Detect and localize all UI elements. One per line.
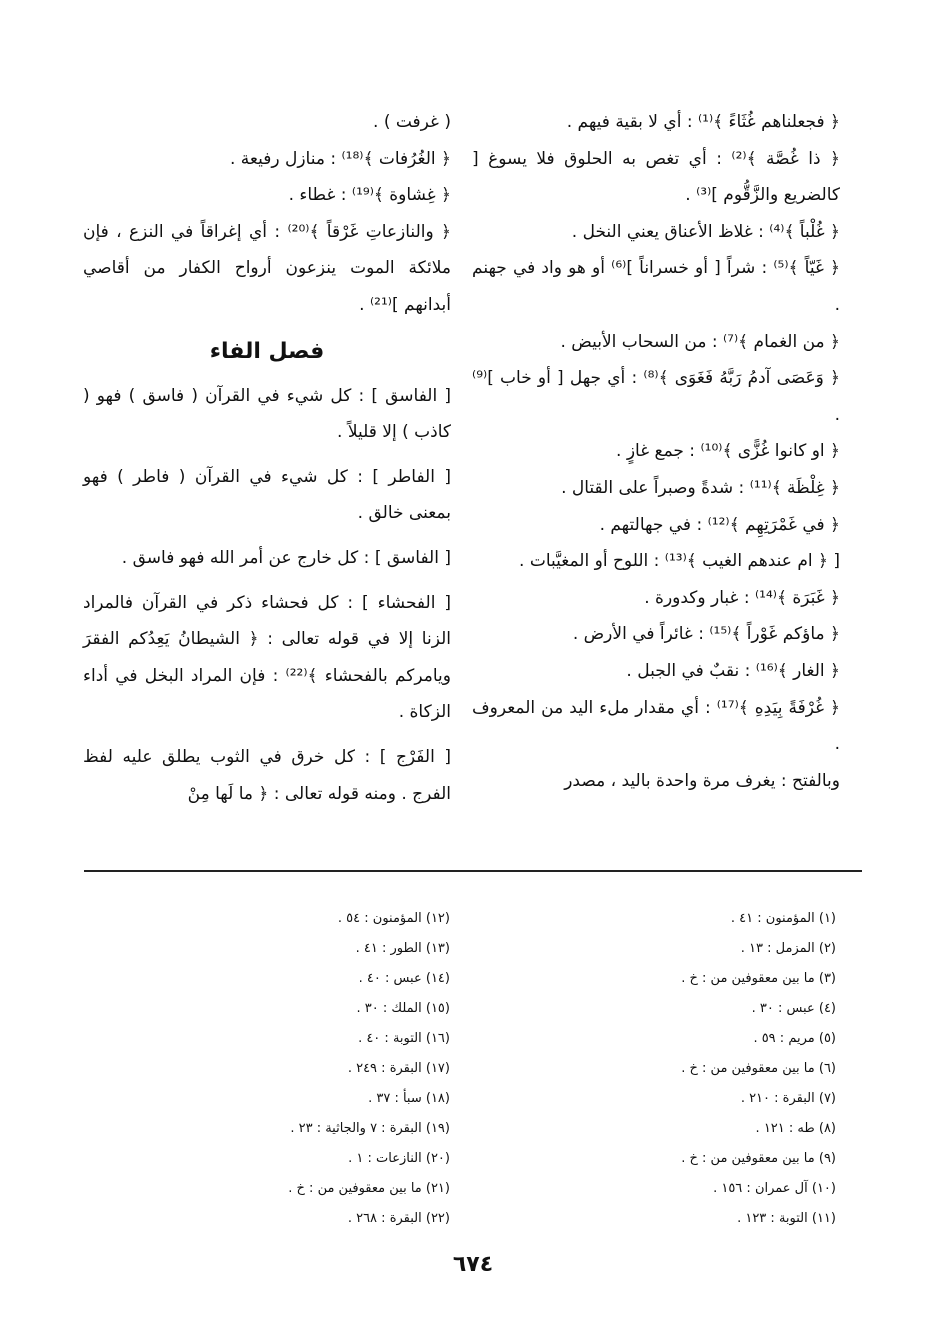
entry-ghurufat: ﴿ الغُرُفات ﴾⁽¹⁸⁾ : منازل رفيعة . [229,148,451,169]
entry-farj: [ الفَرْج ] : كل خرق في الثوب يطلق عليه لفظ الفرج . ومنه قوله تعالى : ﴿ ما لَها مِنْ [83,746,451,804]
right-text-column [472,104,840,799]
entry-ghishawa: ﴿ غِشاوة ﴾⁽¹⁹⁾ : غطاء . [288,185,451,206]
footnote: (٢١) ما بين معقوفين من : خ . [288,1181,450,1196]
left-text-column [83,104,451,812]
entry-ghar: ﴿ الغار ﴾⁽¹⁶⁾ : نقبٌ في الجبل . [626,660,840,681]
footnote: (١٣) الطور : ٤١ . [355,941,450,956]
footnote: (٧) البقرة : ٢١٠ . [740,1091,836,1106]
entry-ghuzza: ﴿ او كانوا غُزًّى ﴾⁽¹⁰⁾ : جمع غازٍ . [616,441,840,462]
footnote: (١٩) البقرة : ٧ والجاثية : ٢٣ . [290,1121,450,1136]
entry-ghussa: ﴿ ذا غُصَّة ﴾⁽²⁾ : أي تغص به الحلوق فلا يسوغ [ كالضريع والزَّقُّوم ]⁽³⁾ . [472,148,840,206]
footnotes-right [496,904,836,1234]
section-heading: فصل الفاء [209,338,325,364]
footnote: (٦) ما بين معقوفين من : خ . [681,1061,836,1076]
entry-ghulban: ﴿ غُلْباً ﴾⁽⁴⁾ : غلاظ الأعناق يعني النخل . [571,221,840,242]
entry-gharafat: ( غرفت ) . [373,112,451,132]
footnote: (١٠) آل عمران : ١٥٦ . [713,1181,836,1196]
footnote: (٩) ما بين معقوفين من : خ . [681,1151,836,1166]
page-number: ٦٧٤ [452,1252,494,1277]
entry-fatir: [ الفاطر ] : كل شيء في القرآن ( فاطر ) فهو بمعنى خالق . [83,466,451,524]
entry-naziat: ﴿ والنازعاتِ غَرْقاً ﴾⁽²⁰⁾ : أي إغراقاً في النزع ، فإن ملائكة الموت ينزعون أرواح الكفار من أقاصي أبدانهم ]⁽²¹⁾ . [83,221,452,315]
entry-ghurfa: ﴿ غُرْفَةً بِيَدِهِ ﴾⁽¹⁷⁾ : أي مقدار ملء اليد من المعروف . [472,697,840,755]
footnote: (١٥) الملك : ٣٠ . [356,1001,450,1016]
entry-ghayya: ﴿ غَيّاً ﴾⁽⁵⁾ : شراً [ أو خسراناً ]⁽⁶⁾ أو هو واد في جهنم . [472,258,841,315]
entry-ghawa: ﴿ وَعَصَى آدمُ رَبَّهُ فَغَوَى ﴾⁽⁸⁾ : أي جهل [ أو خاب ]⁽⁹⁾ . [472,368,841,425]
footnote: (١١) التوبة : ١٢٣ . [737,1211,836,1226]
entry-ghilza: ﴿ غِلْظَة ﴾⁽¹¹⁾ : شدةً وصبراً على القتال . [561,477,840,498]
footnote: (١٨) سبأ : ٣٧ . [368,1091,450,1106]
footnote: (٢٢) البقرة : ٢٦٨ . [347,1211,450,1226]
footnote: (١٦) التوبة : ٤٠ . [358,1031,450,1046]
entry-fasiq-2: [ الفاسق ] : كل خارج عن أمر الله فهو فاسق . [121,547,451,568]
entry-ghurfa-continued: وبالفتح : يغرف مرة واحدة باليد ، مصدر [564,770,840,791]
footnotes-left [110,904,450,1234]
footnote: (٣) ما بين معقوفين من : خ . [681,971,836,986]
footnote: (١٢) المؤمنون : ٥٤ . [337,911,450,926]
footnote: (٨) طه : ١٢١ . [755,1121,836,1136]
entry-ghabara: ﴿ غَبَرَة ﴾⁽¹⁴⁾ : غبار وكدورة . [644,587,840,608]
entry-fahsha: [ الفحشاء ] : كل فحشاء ذكر في القرآن فالمراد الزنا إلا في قوله تعالى : ﴿ الشيطانُ يَعِدُكم الفقرَ ويامركم بالفحشاء ﴾⁽²²⁾ : فإن المراد البخل في أداء الزكاة . [83,592,451,723]
footnote: (٥) مريم : ٥٩ . [753,1031,836,1046]
footnote: (٢) المزمل : ١٣ . [740,941,836,956]
footnote: (٤) عبس : ٣٠ . [751,1001,836,1016]
footnote: (١) المؤمنون : ٤١ . [730,911,836,926]
entry-ghamra: ﴿ في غَمْرَتِهِم ﴾⁽¹²⁾ : في جهالتهم . [599,514,840,535]
footnote: (١٤) عبس : ٤٠ . [358,971,450,986]
entry-ghutha: ﴿ فجعلناهم غُثَاءً ﴾⁽¹⁾ : أي لا بقية فيهم . [566,112,840,132]
entry-ghamam: ﴿ من الغمام ﴾⁽⁷⁾ : من السحاب الأبيض . [560,331,840,352]
footnote: (١٧) البقرة : ٢٤٩ . [347,1061,450,1076]
entry-fasiq: [ الفاسق ] : كل شيء في القرآن ( فاسق ) فهو ( كاذب ) إلا قليلاً . [83,385,451,443]
footnote: (٢٠) النازعات : ١ . [348,1151,450,1166]
entry-ghawr: ﴿ ماؤكم غَوْراً ﴾⁽¹⁵⁾ : غائراً في الأرض . [572,624,840,645]
footnote-separator [84,870,862,872]
entry-ghayb: [ ﴿ ام عندهم الغيب ﴾⁽¹³⁾ : اللوح أو المغيَّبات . [519,551,840,572]
